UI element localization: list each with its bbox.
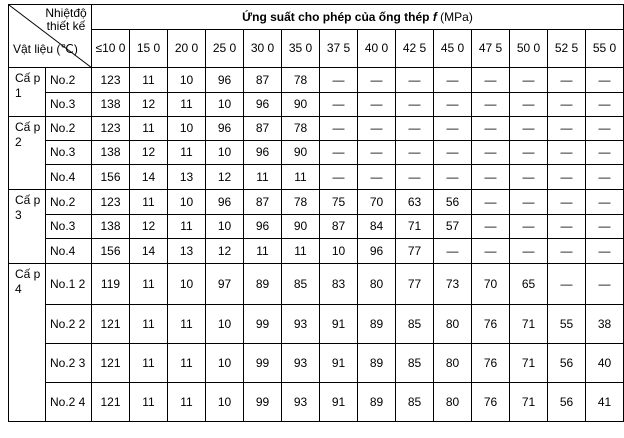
table-body bbox=[9, 68, 624, 422]
stress-value-cell: 80 bbox=[434, 344, 472, 383]
stress-value-cell: — bbox=[586, 190, 624, 215]
stress-value-cell: 76 bbox=[472, 344, 510, 383]
table-row bbox=[9, 383, 624, 422]
stress-value-cell: 97 bbox=[206, 264, 244, 305]
stress-value-cell: 71 bbox=[510, 344, 548, 383]
stress-value-cell: — bbox=[510, 141, 548, 165]
stress-value-cell: 156 bbox=[92, 239, 130, 264]
stress-value-cell: — bbox=[472, 190, 510, 215]
stress-value-cell: — bbox=[548, 117, 586, 141]
corner-temperature-label: Nhiệtđộ thiết kế bbox=[45, 6, 87, 33]
stress-value-cell: 76 bbox=[472, 383, 510, 422]
stress-value-cell: 13 bbox=[168, 165, 206, 190]
material-cell: No.3 bbox=[46, 93, 92, 117]
stress-value-cell: 11 bbox=[244, 165, 282, 190]
stress-value-cell: — bbox=[548, 68, 586, 93]
stress-value-cell: — bbox=[320, 93, 358, 117]
stress-value-cell: — bbox=[434, 117, 472, 141]
temperature-header-cell: 45 0 bbox=[434, 30, 472, 68]
stress-value-cell: 10 bbox=[168, 264, 206, 305]
stress-value-cell: — bbox=[320, 165, 358, 190]
table-row bbox=[9, 117, 624, 141]
temperature-header-cell: 50 0 bbox=[510, 30, 548, 68]
stress-value-cell: — bbox=[320, 68, 358, 93]
stress-value-cell: 89 bbox=[244, 264, 282, 305]
stress-value-cell: 70 bbox=[358, 190, 396, 215]
corner-header-cell bbox=[9, 5, 92, 68]
stress-value-cell: — bbox=[548, 93, 586, 117]
stress-value-cell: 80 bbox=[434, 305, 472, 344]
stress-value-cell: 12 bbox=[130, 215, 168, 239]
stress-value-cell: 71 bbox=[510, 305, 548, 344]
stress-value-cell: 14 bbox=[130, 239, 168, 264]
stress-value-cell: 76 bbox=[472, 305, 510, 344]
table-row bbox=[9, 215, 624, 239]
temperature-header-cell: 37 5 bbox=[320, 30, 358, 68]
material-cell: No.2 bbox=[46, 68, 92, 93]
stress-value-cell: 91 bbox=[320, 383, 358, 422]
material-cell: No.2 bbox=[46, 190, 92, 215]
stress-value-cell: — bbox=[510, 117, 548, 141]
stress-value-cell: 12 bbox=[206, 165, 244, 190]
temperature-header-cell: 35 0 bbox=[282, 30, 320, 68]
stress-value-cell: — bbox=[548, 141, 586, 165]
temperature-header-row bbox=[9, 30, 624, 68]
temperature-header-cell: 25 0 bbox=[206, 30, 244, 68]
stress-value-cell: — bbox=[472, 68, 510, 93]
table-row bbox=[9, 190, 624, 215]
stress-value-cell: 87 bbox=[244, 68, 282, 93]
temperature-header-cell: 20 0 bbox=[168, 30, 206, 68]
stress-value-cell: 93 bbox=[282, 383, 320, 422]
stress-value-cell: 138 bbox=[92, 215, 130, 239]
stress-value-cell: 85 bbox=[396, 344, 434, 383]
temperature-header-cell: 42 5 bbox=[396, 30, 434, 68]
material-cell: No.2 2 bbox=[46, 305, 92, 344]
stress-value-cell: 10 bbox=[206, 141, 244, 165]
table-row bbox=[9, 305, 624, 344]
stress-value-cell: 119 bbox=[92, 264, 130, 305]
stress-value-cell: 55 bbox=[548, 305, 586, 344]
material-cell: No.4 bbox=[46, 165, 92, 190]
table-row bbox=[9, 165, 624, 190]
stress-value-cell: 10 bbox=[168, 117, 206, 141]
material-cell: No.2 bbox=[46, 117, 92, 141]
stress-value-cell: — bbox=[358, 93, 396, 117]
stress-value-cell: 90 bbox=[282, 215, 320, 239]
stress-value-cell: — bbox=[472, 165, 510, 190]
temperature-header-cell: 15 0 bbox=[130, 30, 168, 68]
stress-value-cell: 11 bbox=[168, 344, 206, 383]
stress-value-cell: 14 bbox=[130, 165, 168, 190]
stress-value-cell: — bbox=[510, 190, 548, 215]
stress-value-cell: — bbox=[358, 68, 396, 93]
stress-value-cell: 13 bbox=[168, 239, 206, 264]
stress-value-cell: 80 bbox=[434, 383, 472, 422]
stress-value-cell: 11 bbox=[168, 215, 206, 239]
corner-material-label: Vật liệu (℃) bbox=[13, 42, 78, 56]
stress-table-container bbox=[8, 4, 624, 422]
allowable-stress-table bbox=[8, 4, 624, 422]
stress-value-cell: 11 bbox=[282, 165, 320, 190]
stress-value-cell: 38 bbox=[586, 305, 624, 344]
stress-value-cell: 11 bbox=[130, 117, 168, 141]
stress-value-cell: 11 bbox=[130, 305, 168, 344]
stress-value-cell: — bbox=[586, 117, 624, 141]
stress-value-cell: — bbox=[396, 117, 434, 141]
stress-value-cell: — bbox=[586, 264, 624, 305]
stress-value-cell: 93 bbox=[282, 305, 320, 344]
stress-value-cell: 96 bbox=[244, 141, 282, 165]
stress-value-cell: 11 bbox=[130, 68, 168, 93]
stress-value-cell: 10 bbox=[206, 93, 244, 117]
stress-value-cell: 85 bbox=[396, 305, 434, 344]
stress-value-cell: 78 bbox=[282, 190, 320, 215]
grade-label-cell: Cấ p 2 bbox=[9, 117, 46, 190]
stress-value-cell: — bbox=[358, 165, 396, 190]
stress-value-cell: 87 bbox=[244, 117, 282, 141]
stress-value-cell: — bbox=[586, 165, 624, 190]
stress-value-cell: 77 bbox=[396, 264, 434, 305]
temperature-header-cell: 40 0 bbox=[358, 30, 396, 68]
stress-value-cell: — bbox=[472, 141, 510, 165]
grade-label-cell: Cấ p 3 bbox=[9, 190, 46, 264]
stress-value-cell: — bbox=[548, 264, 586, 305]
stress-value-cell: — bbox=[510, 165, 548, 190]
stress-value-cell: 99 bbox=[244, 383, 282, 422]
stress-value-cell: — bbox=[586, 239, 624, 264]
stress-value-cell: 11 bbox=[130, 190, 168, 215]
material-cell: No.2 3 bbox=[46, 344, 92, 383]
stress-value-cell: 123 bbox=[92, 117, 130, 141]
material-cell: No.3 bbox=[46, 141, 92, 165]
stress-value-cell: 56 bbox=[548, 344, 586, 383]
stress-value-cell: — bbox=[358, 117, 396, 141]
stress-value-cell: 91 bbox=[320, 305, 358, 344]
stress-value-cell: — bbox=[586, 215, 624, 239]
stress-value-cell: 96 bbox=[206, 190, 244, 215]
stress-value-cell: — bbox=[586, 68, 624, 93]
stress-value-cell: 56 bbox=[434, 190, 472, 215]
stress-value-cell: 121 bbox=[92, 344, 130, 383]
stress-value-cell: — bbox=[320, 141, 358, 165]
stress-value-cell: — bbox=[434, 141, 472, 165]
stress-value-cell: — bbox=[396, 165, 434, 190]
stress-value-cell: 10 bbox=[206, 383, 244, 422]
temperature-header-cell: ≤10 0 bbox=[92, 30, 130, 68]
stress-value-cell: 96 bbox=[206, 117, 244, 141]
table-row bbox=[9, 239, 624, 264]
table-row bbox=[9, 141, 624, 165]
stress-value-cell: — bbox=[548, 215, 586, 239]
temperature-header-cell: 55 0 bbox=[586, 30, 624, 68]
stress-value-cell: 91 bbox=[320, 344, 358, 383]
stress-value-cell: 84 bbox=[358, 215, 396, 239]
stress-value-cell: 11 bbox=[168, 305, 206, 344]
stress-value-cell: 10 bbox=[206, 344, 244, 383]
stress-value-cell: 138 bbox=[92, 93, 130, 117]
grade-label-cell: Cấ p 4 bbox=[9, 264, 46, 422]
stress-value-cell: — bbox=[586, 93, 624, 117]
stress-value-cell: 99 bbox=[244, 305, 282, 344]
stress-value-cell: 77 bbox=[396, 239, 434, 264]
stress-value-cell: — bbox=[472, 215, 510, 239]
stress-value-cell: 71 bbox=[396, 215, 434, 239]
stress-value-cell: 123 bbox=[92, 190, 130, 215]
stress-value-cell: 10 bbox=[206, 215, 244, 239]
stress-value-cell: — bbox=[434, 68, 472, 93]
stress-value-cell: — bbox=[472, 239, 510, 264]
stress-value-cell: — bbox=[434, 165, 472, 190]
stress-value-cell: — bbox=[548, 165, 586, 190]
stress-value-cell: 10 bbox=[168, 68, 206, 93]
stress-value-cell: 90 bbox=[282, 141, 320, 165]
stress-value-cell: — bbox=[548, 190, 586, 215]
stress-value-cell: 156 bbox=[92, 165, 130, 190]
stress-value-cell: 138 bbox=[92, 141, 130, 165]
stress-value-cell: 123 bbox=[92, 68, 130, 93]
stress-value-cell: 57 bbox=[434, 215, 472, 239]
table-title: Ứng suất cho phép của ống thép f (MPa) bbox=[92, 5, 624, 30]
stress-value-cell: 11 bbox=[244, 239, 282, 264]
stress-value-cell: 12 bbox=[206, 239, 244, 264]
stress-value-cell: 12 bbox=[130, 141, 168, 165]
stress-value-cell: 99 bbox=[244, 344, 282, 383]
stress-value-cell: 93 bbox=[282, 344, 320, 383]
temperature-header-cell: 47 5 bbox=[472, 30, 510, 68]
stress-value-cell: 10 bbox=[206, 305, 244, 344]
stress-value-cell: 65 bbox=[510, 264, 548, 305]
stress-value-cell: — bbox=[510, 215, 548, 239]
stress-value-cell: 89 bbox=[358, 305, 396, 344]
stress-value-cell: 71 bbox=[510, 383, 548, 422]
stress-value-cell: — bbox=[472, 117, 510, 141]
stress-value-cell: — bbox=[434, 239, 472, 264]
material-cell: No.4 bbox=[46, 239, 92, 264]
grade-label-cell: Cấ p 1 bbox=[9, 68, 46, 117]
stress-value-cell: 11 bbox=[130, 264, 168, 305]
stress-value-cell: 90 bbox=[282, 93, 320, 117]
stress-value-cell: 87 bbox=[244, 190, 282, 215]
stress-value-cell: 11 bbox=[168, 141, 206, 165]
stress-value-cell: 121 bbox=[92, 383, 130, 422]
stress-value-cell: 96 bbox=[244, 93, 282, 117]
table-row bbox=[9, 344, 624, 383]
stress-value-cell: — bbox=[510, 93, 548, 117]
stress-value-cell: — bbox=[586, 141, 624, 165]
stress-value-cell: 11 bbox=[130, 344, 168, 383]
material-cell: No.2 4 bbox=[46, 383, 92, 422]
stress-value-cell: 11 bbox=[282, 239, 320, 264]
stress-value-cell: 12 bbox=[130, 93, 168, 117]
table-row bbox=[9, 68, 624, 93]
stress-value-cell: 80 bbox=[358, 264, 396, 305]
temperature-header-cell: 52 5 bbox=[548, 30, 586, 68]
stress-value-cell: 89 bbox=[358, 383, 396, 422]
stress-value-cell: 56 bbox=[548, 383, 586, 422]
stress-value-cell: 75 bbox=[320, 190, 358, 215]
stress-value-cell: 11 bbox=[130, 383, 168, 422]
stress-value-cell: 10 bbox=[168, 190, 206, 215]
temperature-header-cell: 30 0 bbox=[244, 30, 282, 68]
stress-value-cell: 85 bbox=[396, 383, 434, 422]
stress-value-cell: 11 bbox=[168, 93, 206, 117]
stress-value-cell: 73 bbox=[434, 264, 472, 305]
stress-value-cell: 96 bbox=[206, 68, 244, 93]
stress-value-cell: 40 bbox=[586, 344, 624, 383]
stress-value-cell: 70 bbox=[472, 264, 510, 305]
stress-value-cell: 121 bbox=[92, 305, 130, 344]
stress-value-cell: 89 bbox=[358, 344, 396, 383]
stress-value-cell: — bbox=[396, 68, 434, 93]
table-row bbox=[9, 93, 624, 117]
stress-value-cell: — bbox=[320, 117, 358, 141]
stress-value-cell: 41 bbox=[586, 383, 624, 422]
stress-value-cell: — bbox=[434, 93, 472, 117]
stress-value-cell: — bbox=[396, 141, 434, 165]
material-cell: No.3 bbox=[46, 215, 92, 239]
stress-value-cell: 83 bbox=[320, 264, 358, 305]
stress-value-cell: — bbox=[472, 93, 510, 117]
table-row bbox=[9, 264, 624, 305]
stress-value-cell: — bbox=[396, 93, 434, 117]
stress-value-cell: 96 bbox=[358, 239, 396, 264]
stress-value-cell: 85 bbox=[282, 264, 320, 305]
stress-value-cell: 87 bbox=[320, 215, 358, 239]
stress-value-cell: 63 bbox=[396, 190, 434, 215]
stress-value-cell: — bbox=[358, 141, 396, 165]
stress-value-cell: — bbox=[548, 239, 586, 264]
stress-value-cell: 11 bbox=[168, 383, 206, 422]
stress-value-cell: — bbox=[510, 239, 548, 264]
stress-value-cell: 78 bbox=[282, 117, 320, 141]
stress-value-cell: 78 bbox=[282, 68, 320, 93]
stress-value-cell: — bbox=[510, 68, 548, 93]
stress-value-cell: 10 bbox=[320, 239, 358, 264]
stress-value-cell: 96 bbox=[244, 215, 282, 239]
material-cell: No.1 2 bbox=[46, 264, 92, 305]
